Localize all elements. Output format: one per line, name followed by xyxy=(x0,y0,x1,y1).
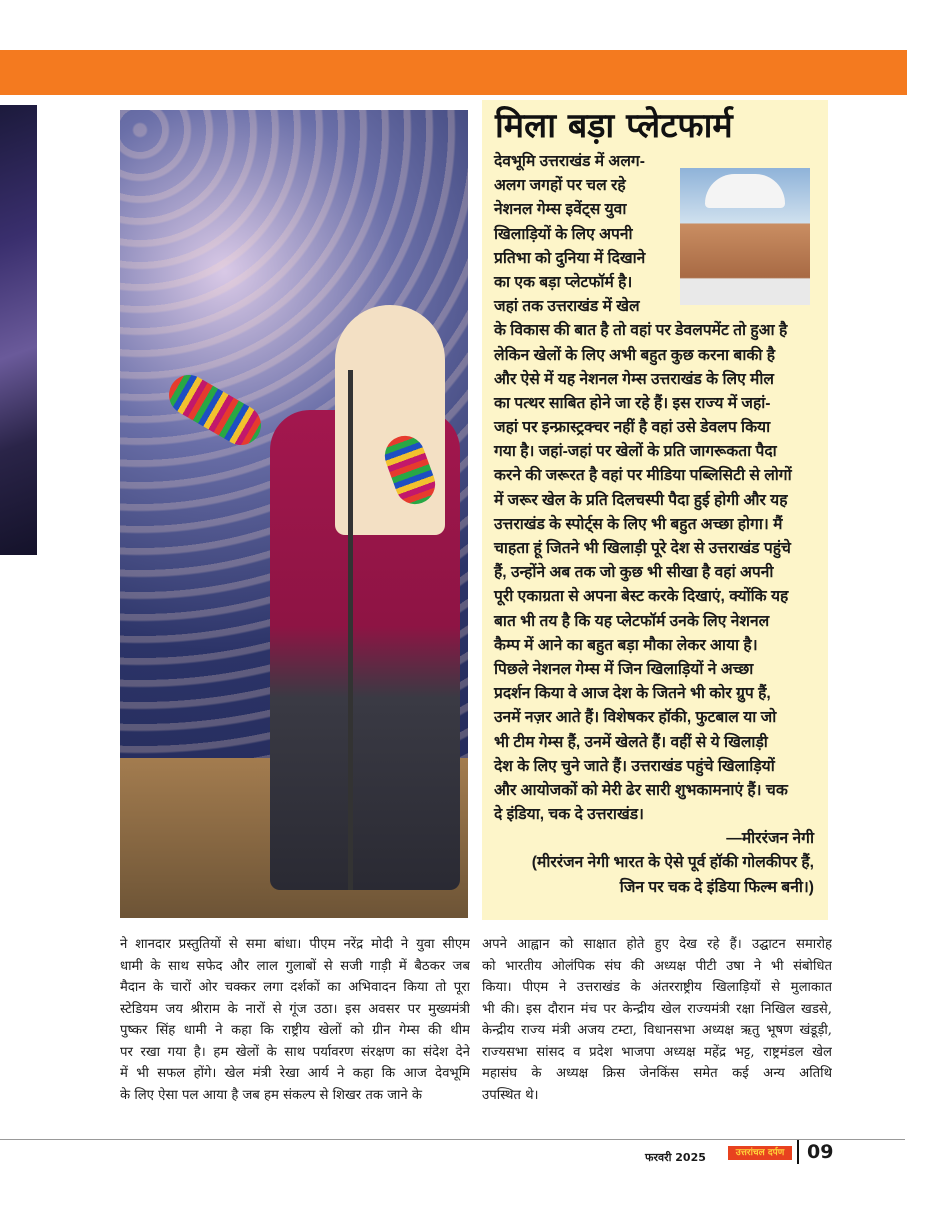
author-note-line: (मीररंजन नेगी भारत के ऐसे पूर्व हॉकी गोलकीपर हैं, xyxy=(531,854,814,872)
box-text-line: का पत्थर साबित होने जा रहे हैं। इस राज्य में जहां- xyxy=(494,394,771,412)
article-text-line: में भी सफल होंगे। खेल मंत्री रेखा आर्य ने कहा कि आज देवभूमि xyxy=(120,1066,470,1081)
box-text-line: जहां तक उत्तराखंड में खेल xyxy=(494,298,640,316)
box-text-line: और आयोजकों को मेरी ढेर सारी शुभकामनाएं हैं। चक xyxy=(494,781,788,799)
box-text-line: देवभूमि उत्तराखंड में अलग- xyxy=(494,153,645,170)
article-column-left xyxy=(120,934,470,1106)
footer-rule xyxy=(0,1139,905,1140)
box-headline: मिला बड़ा प्लेटफार्म xyxy=(495,106,733,146)
box-text-line: में जरूर खेल के प्रति दिलचस्पी पैदा हुई होगी और यह xyxy=(494,491,788,509)
footer-separator xyxy=(797,1140,799,1164)
box-text-line: और ऐसे में यह नेशनल गेम्स उत्तराखंड के लिए मील xyxy=(494,370,774,388)
article-text-line: पर रखा गया है। हम खेलों के साथ पर्यावरण संरक्षण का संदेश देने xyxy=(120,1044,470,1060)
article-column-right xyxy=(482,934,832,1106)
top-color-bar xyxy=(0,50,907,95)
author-signature: —मीररंजन नेगी xyxy=(726,830,814,848)
article-text-line: स्टेडियम जय श्रीराम के नारों से गूंज उठा। इस अवसर पर मुख्यमंत्री xyxy=(120,1001,470,1017)
article-text-line: अपने आह्वान को साक्षात होते हुए देख रहे हैं। उद्घाटन समारोह xyxy=(482,937,832,952)
box-text-line: प्रदर्शन किया वे आज देश के जितने भी कोर ग्रुप हैं, xyxy=(494,685,771,703)
box-text-line: अलग जगहों पर चल रहे xyxy=(494,177,626,195)
box-text-line: देश के लिए चुने जाते हैं। उत्तराखंड पहुंचे खिलाड़ियों xyxy=(494,757,775,775)
article-text-line: धामी के साथ सफेद और लाल गुलाबों से सजी गाड़ी में बैठकर जब xyxy=(120,958,470,974)
box-text-line: खिलाड़ियों के लिए अपनी xyxy=(494,225,633,243)
box-text-line: लेकिन खेलों के लिए अभी बहुत कुछ करना बाकी है xyxy=(494,346,775,364)
microphone-stand xyxy=(348,370,353,890)
box-text-line: प्रतिभा को दुनिया में दिखाने xyxy=(494,249,646,267)
box-text-line: करने की जरूरत है वहां पर मीडिया पब्लिसिटी से लोगों xyxy=(494,467,792,485)
box-text-line: कैम्प में आने का बहुत बड़ा मौका लेकर आया है। xyxy=(494,636,758,654)
article-text-line: को भारतीय ओलंपिक संघ की अध्यक्ष पीटी उषा ने भी संबोधित xyxy=(482,958,832,974)
article-text-line: पुष्कर सिंह धामी ने कहा कि राष्ट्रीय खेलों को ग्रीन गेम्स की थीम xyxy=(120,1023,470,1038)
box-text-line: जहां पर इन्फ्रास्ट्रक्चर नहीं है वहां उसे डेवलप किया xyxy=(494,419,771,437)
issue-date: फरवरी 2025 xyxy=(645,1151,706,1164)
article-text-line: के लिए ऐसा पल आया है जब हम संकल्प से शिखर तक जाने के xyxy=(120,1087,423,1103)
article-text-line: भी की। इस दौरान मंच पर केन्द्रीय खेल राज्यमंत्री रक्षा निखिल खडसे, xyxy=(482,1001,832,1017)
box-text-line: हैं, उन्होंने अब तक जो कुछ भी सीखा है वहां अपनी xyxy=(494,564,774,582)
box-text-line: दे इंडिया, चक दे उत्तराखंड। xyxy=(494,806,644,824)
article-text-line: किया। पीएम ने उत्तराखंड के अंतरराष्ट्रीय खिलाड़ियों से मुलाकात xyxy=(482,980,832,995)
article-text-line: केन्द्रीय राज्य मंत्री अजय टम्टा, विधानसभा अध्यक्ष ऋतु भूषण खंडूड़ी, xyxy=(482,1023,832,1038)
magazine-logo: उत्तरांचल दर्पण xyxy=(728,1146,792,1160)
box-text-line: पूरी एकाग्रता से अपना बेस्ट करके दिखाएं, क्योंकि यह xyxy=(494,588,789,606)
article-text-line: ने शानदार प्रस्तुतियों से समा बांधा। पीएम नरेंद्र मोदी ने युवा सीएम xyxy=(120,937,470,952)
article-text-line: उपस्थित थे। xyxy=(482,1087,539,1103)
page-number: 09 xyxy=(807,1141,834,1163)
box-text-line: का एक बड़ा प्लेटफॉर्म है। xyxy=(494,273,633,291)
box-body xyxy=(494,150,824,900)
article-text-line: मैदान के चारों ओर चक्कर लगा दर्शकों का अभिवादन किया तो पूरा xyxy=(120,980,470,995)
box-text-line: के विकास की बात है तो वहां पर डेवलपमेंट तो हुआ है xyxy=(494,322,788,340)
box-text-line: बात भी तय है कि यह प्लेटफॉर्म उनके लिए नेशनल xyxy=(494,612,770,630)
author-note-line: जिन पर चक दे इंडिया फिल्म बनी।) xyxy=(619,878,814,896)
article-text-line: राज्यसभा सांसद व प्रदेश भाजपा अध्यक्ष महेंद्र भट्ट, राष्ट्रमंडल खेल xyxy=(482,1044,832,1060)
box-text-line: चाहता हूं जितने भी खिलाड़ी पूरे देश से उत्तराखंड पहुंचे xyxy=(494,540,791,557)
singer-photo xyxy=(120,110,468,918)
box-text-line: गया है। जहां-जहां पर खेलों के प्रति जागरूकता पैदा xyxy=(494,443,777,461)
box-text-line: नेशनल गेम्स इवेंट्स युवा xyxy=(494,201,627,219)
box-text-line: उत्तराखंड के स्पोर्ट्स के लिए भी बहुत अच्छा होगा। मैं xyxy=(494,515,783,533)
stadium-photo-cropped xyxy=(0,105,37,555)
box-text-line: उनमें नज़र आते हैं। विशेषकर हॉकी, फुटबाल या जो xyxy=(494,709,777,727)
box-text-line: भी टीम गेम्स हैं, उनमें खेलते हैं। वहीं से ये खिलाड़ी xyxy=(494,733,768,751)
box-text-line: पिछले नेशनल गेम्स में जिन खिलाड़ियों ने अच्छा xyxy=(494,660,754,678)
article-text-line: महासंघ के अध्यक्ष क्रिस जेनकिंस समेत कई अन्य अतिथि xyxy=(482,1066,832,1081)
